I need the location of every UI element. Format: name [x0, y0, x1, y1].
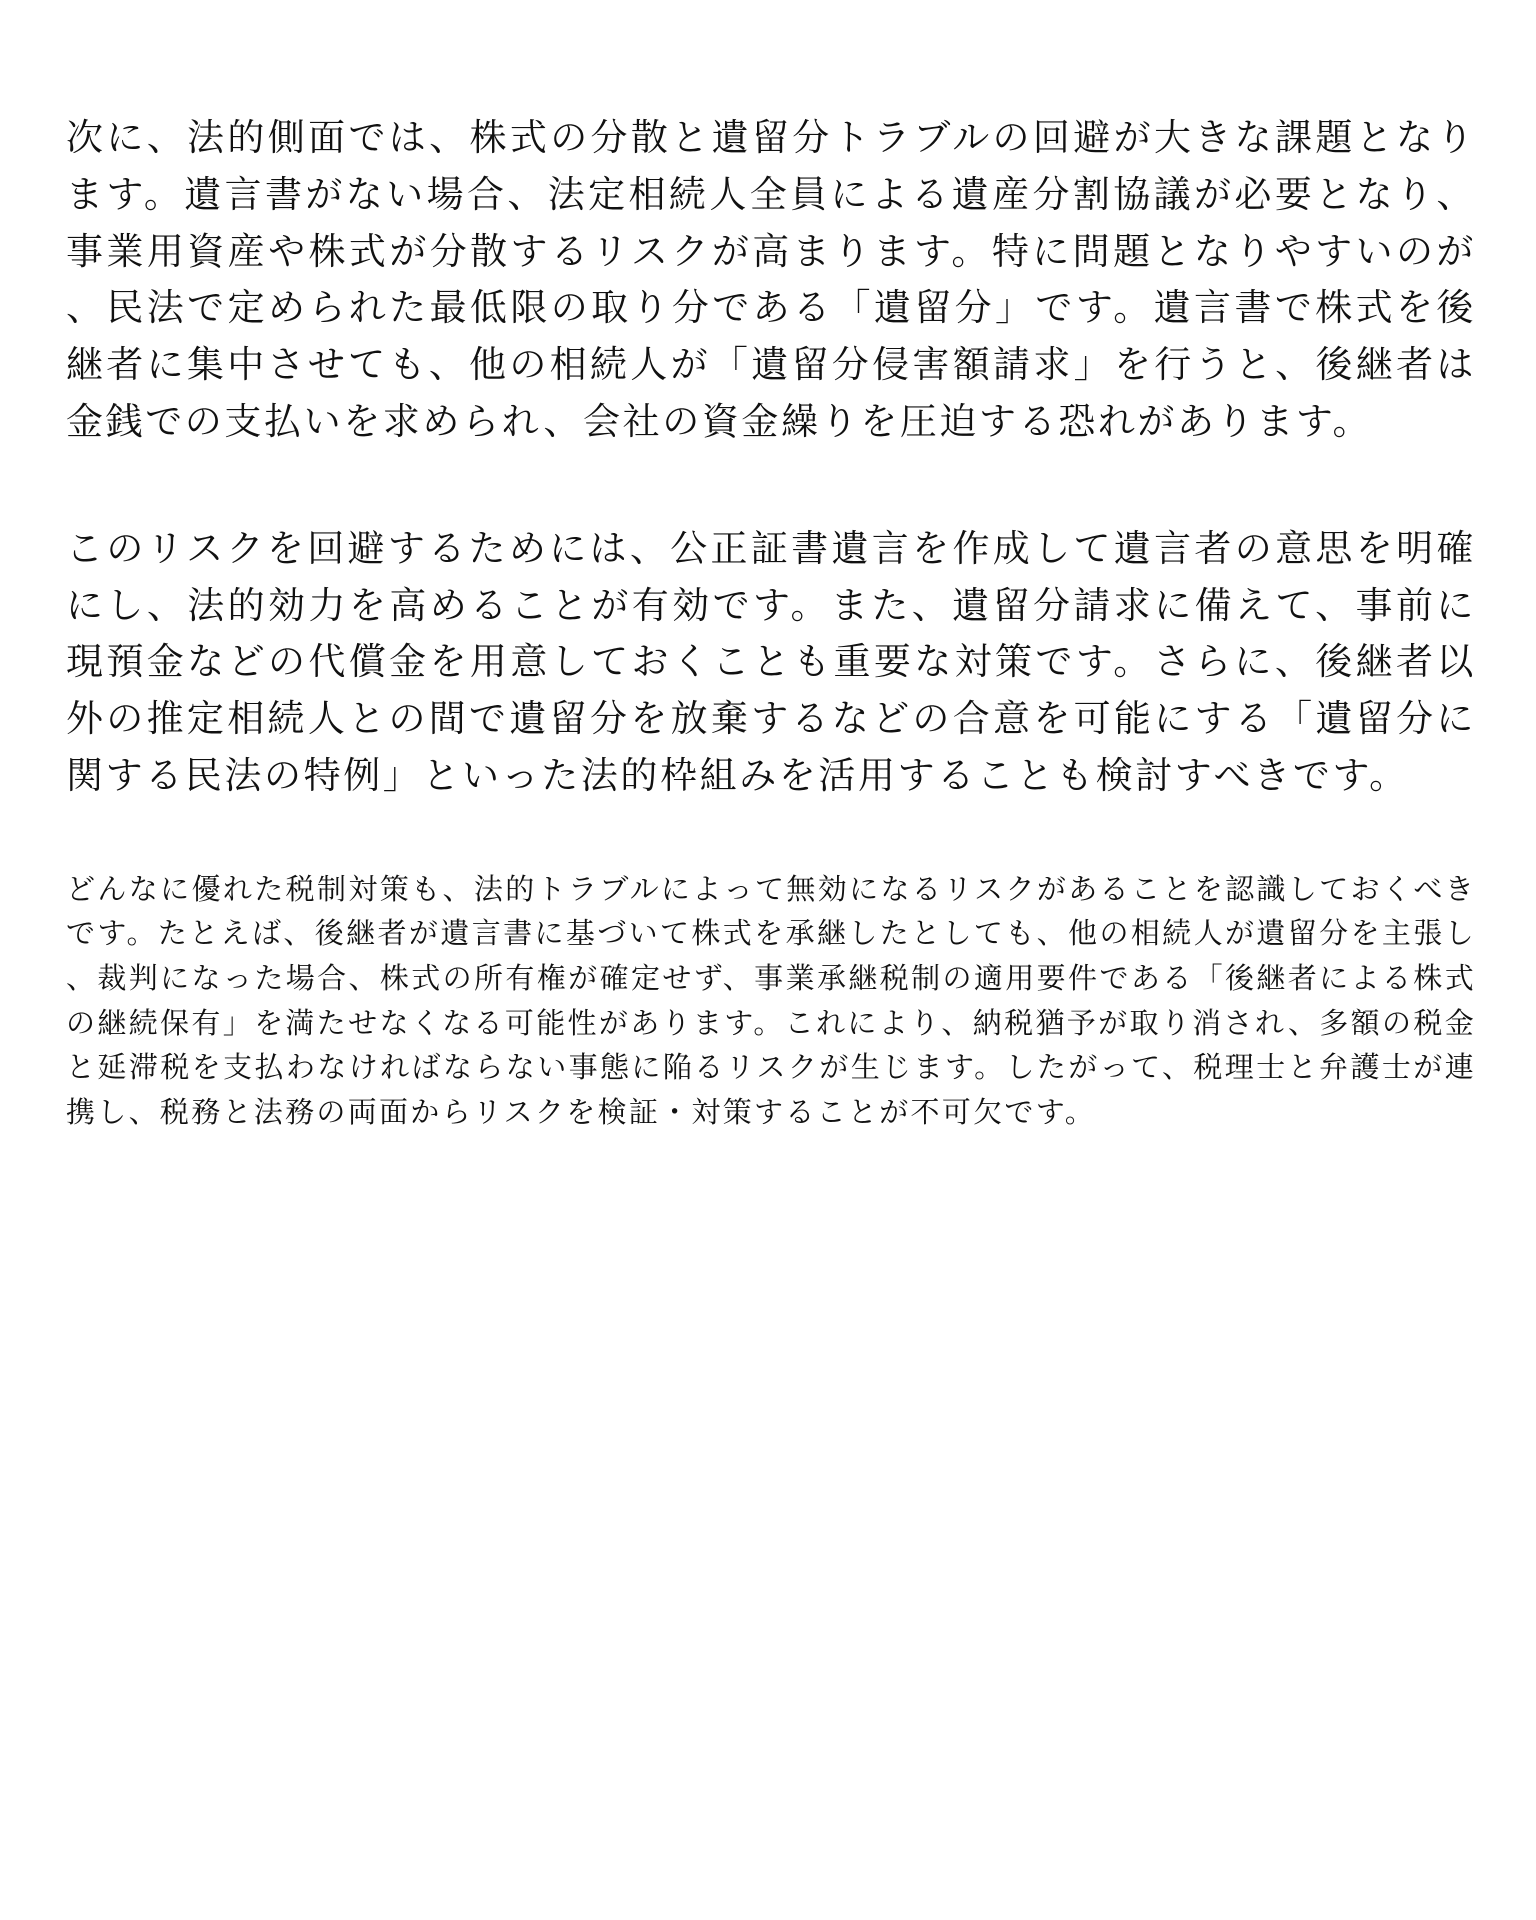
paragraph-tax-legal-coordination: どんなに優れた税制対策も、法的トラブルによって無効になるリスクがあることを認識しておくべきです。たとえば、後継者が遺言書に基づいて株式を承継したとしても、他の相続人が遺留分を主張し、裁判になった場合、株式の所有権が確定せず、事業承継税制の適用要件である「後継者による株式の継続保有」を満たせなくなる可能性があります。これにより、納税猶予が取り消され、多額の税金と延滞税を支払わなければならない事態に陥るリスクが生じます。したがって、税理士と弁護士が連携し、税務と法務の両面からリスクを検証・対策することが不可欠です。	[66, 871, 1476, 1129]
paragraph-risk-avoidance: このリスクを回避するためには、公正証書遺言を作成して遺言者の意思を明確にし、法的効力を高めることが有効です。また、遺留分請求に備えて、事前に現預金などの代償金を用意しておくことも重要な対策です。さらに、後継者以外の推定相続人との間で遺留分を放棄するなどの合意を可能にする「遺留分に関する民法の特例」といった法的枠組みを活用することも検討すべきです。	[66, 526, 1476, 797]
document-body	[66, 110, 1476, 1134]
paragraph-legal-risks: 次に、法的側面では、株式の分散と遺留分トラブルの回避が大きな課題となります。遺言書がない場合、法定相続人全員による遺産分割協議が必要となり、事業用資産や株式が分散するリスクが高まります。特に問題となりやすいのが、民法で定められた最低限の取り分である「遺留分」です。遺言書で株式を後継者に集中させても、他の相続人が「遺留分侵害額請求」を行うと、後継者は金銭での支払いを求められ、会社の資金繰りを圧迫する恐れがあります。	[66, 116, 1476, 443]
